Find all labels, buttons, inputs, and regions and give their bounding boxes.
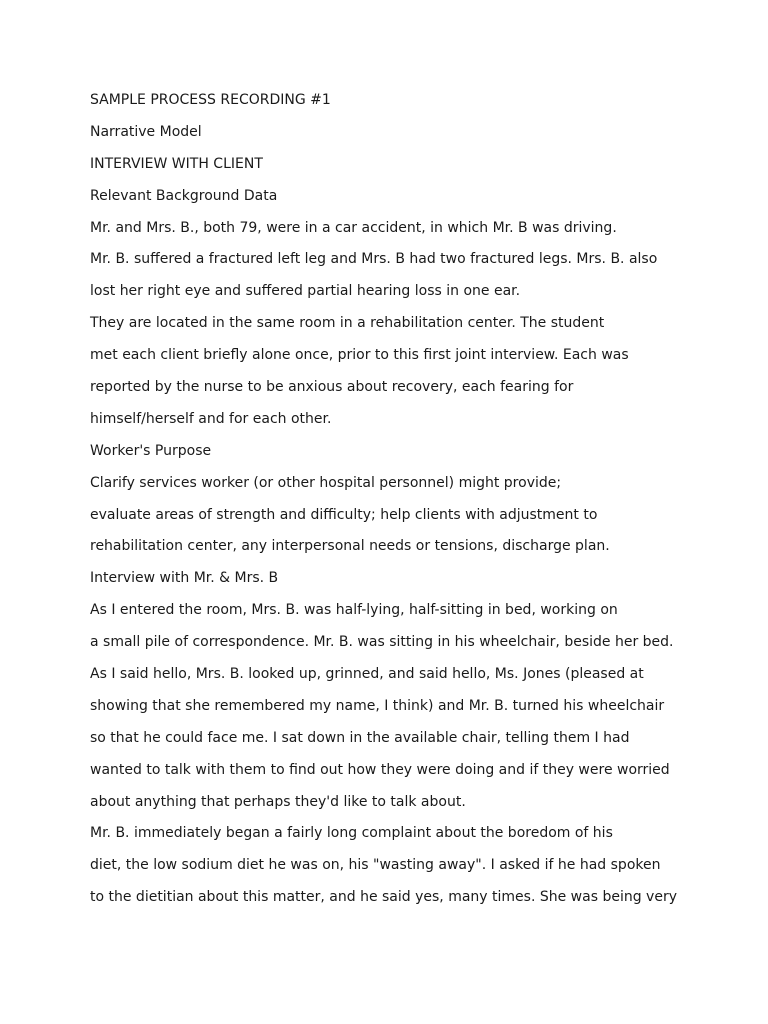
document-body — [90, 85, 750, 914]
text-line: lost her right eye and suffered partial hearing loss in one ear. — [90, 283, 521, 300]
text-line: diet, the low sodium diet he was on, his "wasting away". I asked if he had spoken — [90, 857, 661, 874]
text-line: Mr. B. suffered a fractured left leg and Mrs. B had two fractured legs. Mrs. B. also — [90, 251, 658, 268]
text-line: to the dietitian about this matter, and he said yes, many times. She was being very — [90, 889, 677, 906]
text-line: As I said hello, Mrs. B. looked up, grinned, and said hello, Ms. Jones (pleased at — [90, 666, 644, 683]
text-line: met each client briefly alone once, prior to this first joint interview. Each was — [90, 347, 629, 364]
text-line: about anything that perhaps they'd like to talk about. — [90, 793, 466, 810]
text-line: rehabilitation center, any interpersonal needs or tensions, discharge plan. — [90, 538, 610, 555]
text-line: so that he could face me. I sat down in the available chair, telling them I had — [90, 729, 630, 746]
document-title: SAMPLE PROCESS RECORDING #1 — [90, 92, 331, 108]
purpose-heading: Worker's Purpose — [90, 442, 212, 459]
text-line: wanted to talk with them to find out how they were doing and if they were worried — [90, 761, 670, 778]
text-line: They are located in the same room in a rehabilitation center. The student — [90, 315, 605, 332]
background-heading: Relevant Background Data — [90, 187, 278, 204]
text-line: Clarify services worker (or other hospital personnel) might provide; — [90, 474, 562, 491]
text-line: a small pile of correspondence. Mr. B. was sitting in his wheelchair, beside her bed. — [90, 634, 674, 651]
text-line: reported by the nurse to be anxious about recovery, each fearing for — [90, 379, 574, 396]
text-line: Mr. B. immediately began a fairly long complaint about the boredom of his — [90, 825, 613, 842]
text-line: showing that she remembered my name, I think) and Mr. B. turned his wheelchair — [90, 697, 665, 714]
interview-heading: INTERVIEW WITH CLIENT — [90, 155, 263, 172]
model-heading: Narrative Model — [90, 123, 202, 140]
text-line: Mr. and Mrs. B., both 79, were in a car accident, in which Mr. B was driving. — [90, 219, 617, 236]
interview-subheading: Interview with Mr. & Mrs. B — [90, 570, 279, 587]
text-line: himself/herself and for each other. — [90, 410, 332, 427]
text-line: evaluate areas of strength and difficulty; help clients with adjustment to — [90, 506, 598, 523]
text-line: As I entered the room, Mrs. B. was half-lying, half-sitting in bed, working on — [90, 602, 618, 619]
